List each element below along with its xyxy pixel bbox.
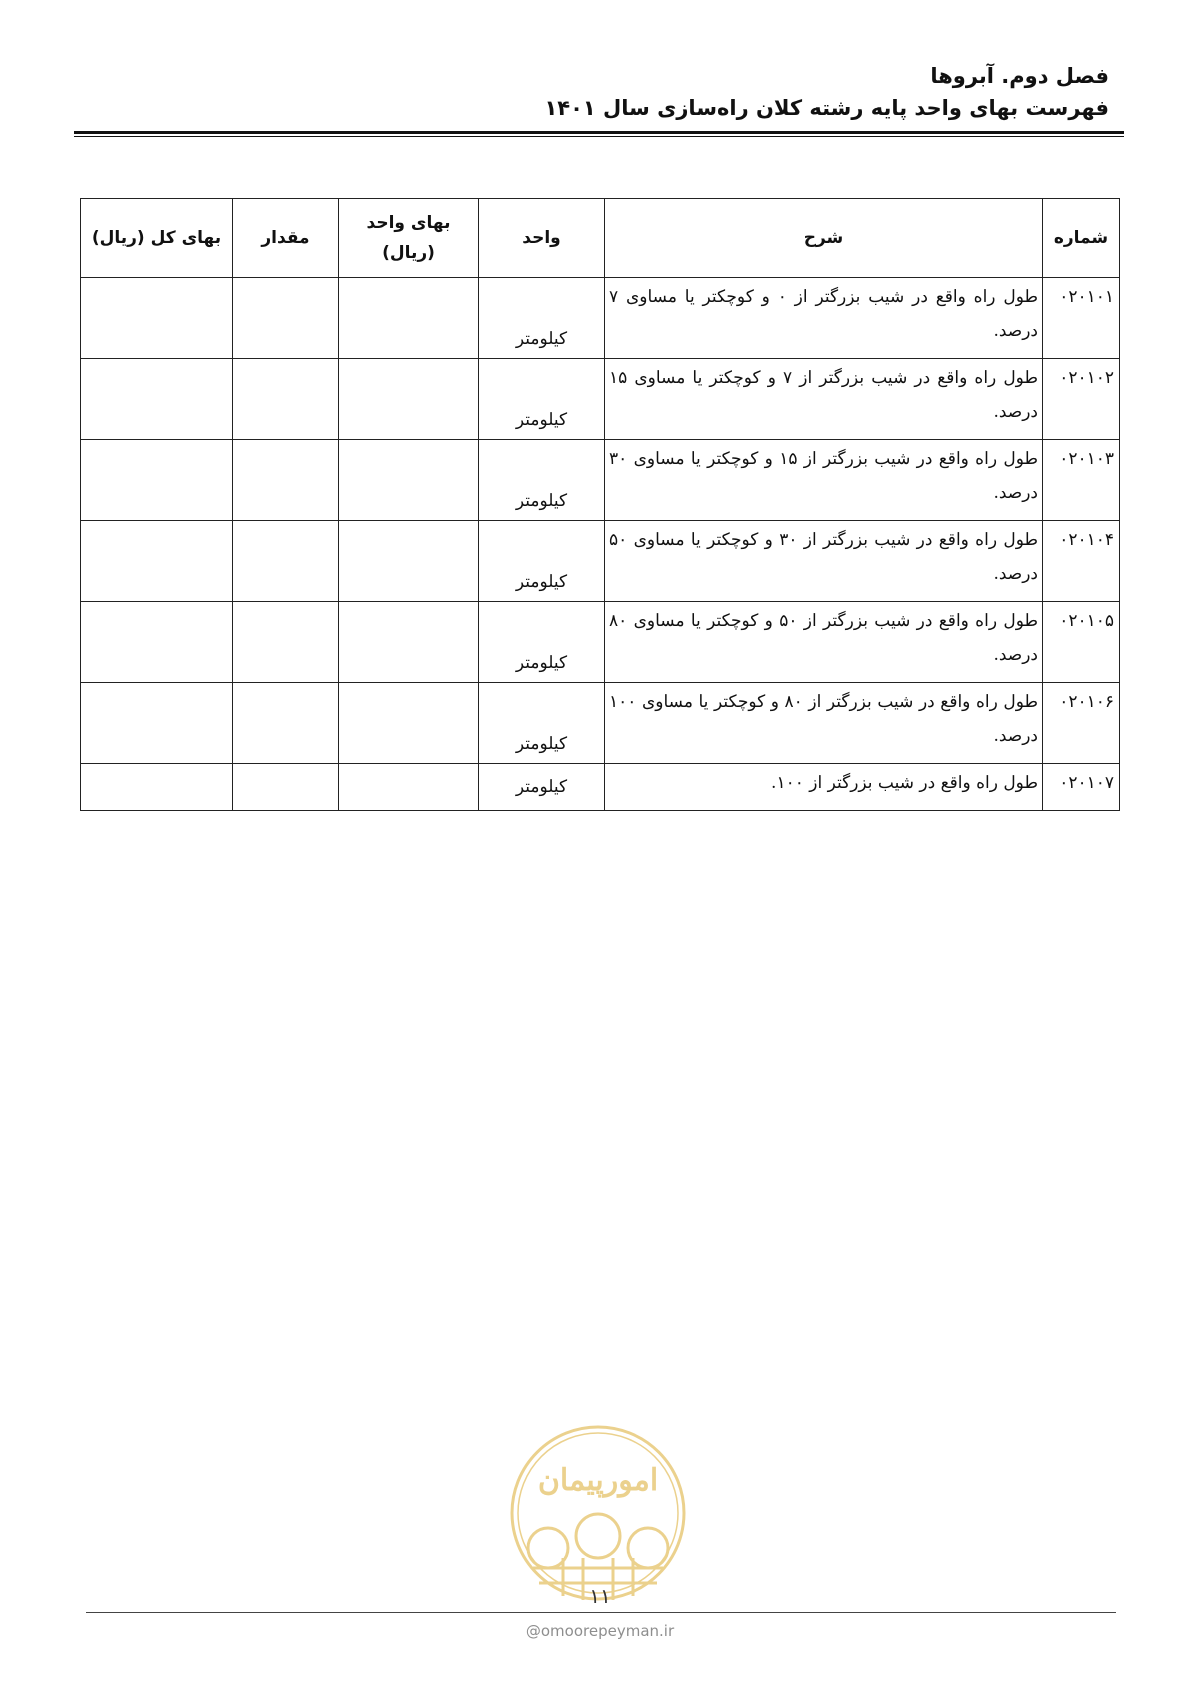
header-rule-thin: [74, 136, 1124, 137]
row-quantity: [233, 359, 339, 440]
row-description: طول راه واقع در شیب بزرگتر از ۱۵ و کوچکتر یا مساوی ۳۰ درصد.: [605, 440, 1043, 521]
row-description: طول راه واقع در شیب بزرگتر از ۰ و کوچکتر یا مساوی ۷ درصد.: [605, 278, 1043, 359]
document-title: فهرست بهای واحد پایه رشته کلان راه‌سازی سال ۱۴۰۱: [544, 96, 1109, 120]
page-number: ۱۱: [589, 1584, 611, 1608]
row-number: ۰۲۰۱۰۲: [1043, 359, 1120, 440]
row-unit-price: [339, 602, 479, 683]
price-list-table: [80, 198, 1120, 811]
column-header-unit-price: بهای واحد (ریال): [339, 199, 479, 278]
row-total-price: [81, 521, 233, 602]
row-description: طول راه واقع در شیب بزرگتر از ۱۰۰.: [605, 764, 1043, 811]
website-url: @omoorepeyman.ir: [525, 1622, 675, 1640]
column-header-quantity: مقدار: [233, 199, 339, 278]
row-unit-price: [339, 683, 479, 764]
column-header-unit: واحد: [479, 199, 605, 278]
row-description: طول راه واقع در شیب بزرگتر از ۸۰ و کوچکتر یا مساوی ۱۰۰ درصد.: [605, 683, 1043, 764]
header-rule-thick: [74, 131, 1124, 134]
row-number: ۰۲۰۱۰۳: [1043, 440, 1120, 521]
row-number: ۰۲۰۱۰۶: [1043, 683, 1120, 764]
row-unit-price: [339, 440, 479, 521]
row-unit: کیلومتر: [479, 764, 605, 811]
row-description: طول راه واقع در شیب بزرگتر از ۵۰ و کوچکتر یا مساوی ۸۰ درصد.: [605, 602, 1043, 683]
page-header: [69, 60, 1109, 124]
row-total-price: [81, 683, 233, 764]
table-row: [81, 359, 1120, 440]
row-total-price: [81, 602, 233, 683]
row-unit: کیلومتر: [479, 521, 605, 602]
gear-emblem-icon: [503, 1418, 693, 1608]
row-quantity: [233, 278, 339, 359]
table-row: [81, 440, 1120, 521]
table-header-row: [81, 199, 1120, 278]
row-unit: کیلومتر: [479, 440, 605, 521]
row-unit: کیلومتر: [479, 359, 605, 440]
row-total-price: [81, 764, 233, 811]
table-row: [81, 764, 1120, 811]
row-description: طول راه واقع در شیب بزرگتر از ۳۰ و کوچکتر یا مساوی ۵۰ درصد.: [605, 521, 1043, 602]
row-number: ۰۲۰۱۰۷: [1043, 764, 1120, 811]
row-unit-price: [339, 764, 479, 811]
chapter-title: فصل دوم. آبروها: [930, 64, 1109, 88]
table-row: [81, 683, 1120, 764]
row-quantity: [233, 440, 339, 521]
column-header-total-price: بهای کل (ریال): [81, 199, 233, 278]
table-row: [81, 602, 1120, 683]
row-unit-price: [339, 359, 479, 440]
table-row: [81, 521, 1120, 602]
row-quantity: [233, 602, 339, 683]
column-header-description: شرح: [605, 199, 1043, 278]
row-number: ۰۲۰۱۰۱: [1043, 278, 1120, 359]
row-total-price: [81, 359, 233, 440]
row-number: ۰۲۰۱۰۴: [1043, 521, 1120, 602]
row-description: طول راه واقع در شیب بزرگتر از ۷ و کوچکتر یا مساوی ۱۵ درصد.: [605, 359, 1043, 440]
row-unit: کیلومتر: [479, 602, 605, 683]
row-quantity: [233, 764, 339, 811]
footer-rule: [86, 1612, 1116, 1613]
row-unit: کیلومتر: [479, 278, 605, 359]
table-row: [81, 278, 1120, 359]
row-unit-price: [339, 521, 479, 602]
column-header-number: شماره: [1043, 199, 1120, 278]
row-total-price: [81, 440, 233, 521]
row-quantity: [233, 683, 339, 764]
row-total-price: [81, 278, 233, 359]
row-unit-price: [339, 278, 479, 359]
row-quantity: [233, 521, 339, 602]
watermark-text: امورپیمان: [537, 1463, 659, 1498]
row-unit: کیلومتر: [479, 683, 605, 764]
watermark-logo: [503, 1418, 693, 1612]
row-number: ۰۲۰۱۰۵: [1043, 602, 1120, 683]
